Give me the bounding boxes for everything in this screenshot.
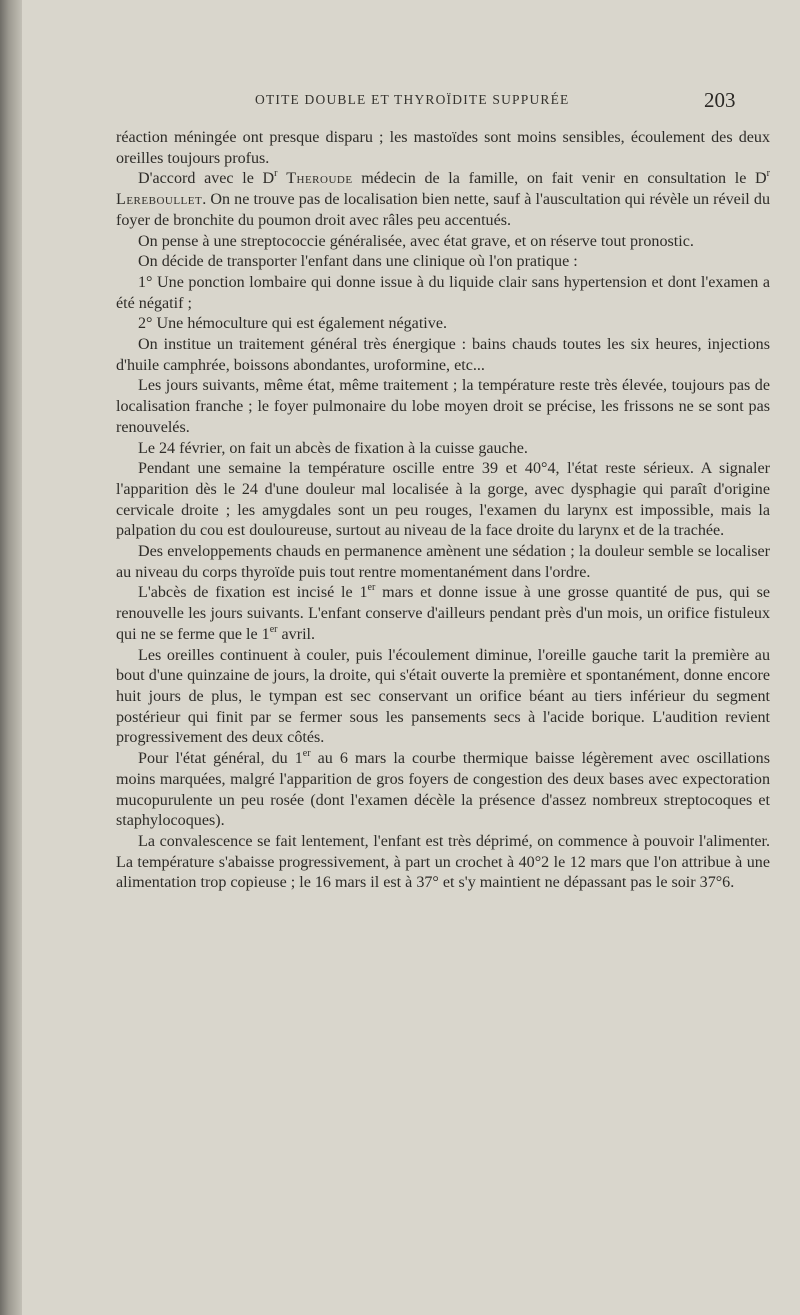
page-number: 203	[704, 88, 736, 112]
paragraph: Les jours suivants, même état, même traitement ; la température reste très élevée, toujours pas de localisation franche ; le foyer pulmonaire du lobe moyen droit se précise, les frissons ne se sont pas renouvelés.	[116, 377, 770, 436]
paragraph: 2° Une hémoculture qui est également négative.	[138, 315, 447, 333]
paragraph: L'abcès de fixation est incisé le 1er mars et donne issue à une grosse quantité de pus, qui se renouvelle les jours suivants. L'enfant conserve d'ailleurs pendant près d'un mois, un orifice fistuleux qui ne se ferme que le 1er avril.	[116, 582, 770, 643]
page-header	[22, 88, 800, 116]
person-name: Theroude	[286, 170, 353, 188]
person-name: Lereboullet	[116, 191, 203, 209]
paragraph: D'accord avec le $D^r$ Theroude médecin de la famille, on fait venir en consultation le $D^r$ Lereboullet. On ne trouve pas de localisation bien nette, sauf à l'auscultation qui révèle un réveil du foyer de bronchite du poumon droit avec râles peu accentués.	[116, 168, 770, 229]
body-text	[116, 128, 770, 894]
paragraph: Des enveloppements chauds en permanence amènent une sédation ; la douleur semble se localiser au niveau du corps thyroïde puis tout rentre momentanément dans l'ordre.	[116, 543, 770, 581]
book-binding-shadow	[0, 0, 22, 1315]
paragraph: On décide de transporter l'enfant dans une clinique où l'on pratique :	[138, 253, 578, 271]
paragraph: Pour l'état général, du 1er au 6 mars la courbe thermique baisse légèrement avec oscillations moins marquées, malgré l'apparition de gros foyers de congestion des deux bases avec expectoration mucopurulente un peu rosée (dont l'examen décèle la présence d'assez nombreux streptocoques et staphylocoques).	[116, 747, 770, 830]
paragraph: Pendant une semaine la température oscille entre 39 et 40°4, l'état reste sérieux. A signaler l'apparition dès le 24 d'une douleur mal localisée à la gorge, avec dysphagie qui paraît d'origine cervicale droite ; les amygdales sont un peu rouges, l'examen du larynx est impossible, mais la palpation du cou est douloureuse, surtout au niveau de la face droite du larynx et de la trachée.	[116, 460, 770, 540]
paragraph: réaction méningée ont presque disparu ; les mastoïdes sont moins sensibles, écoulement des deux oreilles toujours profus.	[116, 129, 770, 167]
paragraph: Les oreilles continuent à couler, puis l'écoulement diminue, l'oreille gauche tarit la première au bout d'une quinzaine de jours, la droite, qui s'était ouverte la première et spontanément, donne encore huit jours de plus, le tympan est sec conservant un orifice béant au tiers inférieur du segment postérieur qui finit par se fermer sous les pansements secs à l'acide borique. L'audition revient progressivement des deux côtés.	[116, 646, 770, 747]
paragraph: Le 24 février, on fait un abcès de fixation à la cuisse gauche.	[138, 439, 528, 457]
book-page	[22, 0, 800, 1315]
running-title: OTITE DOUBLE ET THYROÏDITE SUPPURÉE	[255, 92, 570, 107]
paragraph: On pense à une streptococcie généralisée, avec état grave, et on réserve tout pronostic.	[138, 232, 694, 250]
paragraph: La convalescence se fait lentement, l'enfant est très déprimé, on commence à pouvoir l'alimenter. La température s'abaisse progressivement, à part un crochet à 40°2 le 12 mars que l'on attribue à une alimentation trop copieuse ; le 16 mars il est à 37° et s'y maintient ne dépassant pas le soir 37°6.	[116, 832, 770, 892]
paragraph: 1° Une ponction lombaire qui donne issue à du liquide clair sans hypertension et dont l'examen a été négatif ;	[116, 273, 770, 312]
paragraph: On institue un traitement général très énergique : bains chauds toutes les six heures, injections d'huile camphrée, boissons abondantes, uroformine, etc...	[116, 336, 770, 374]
